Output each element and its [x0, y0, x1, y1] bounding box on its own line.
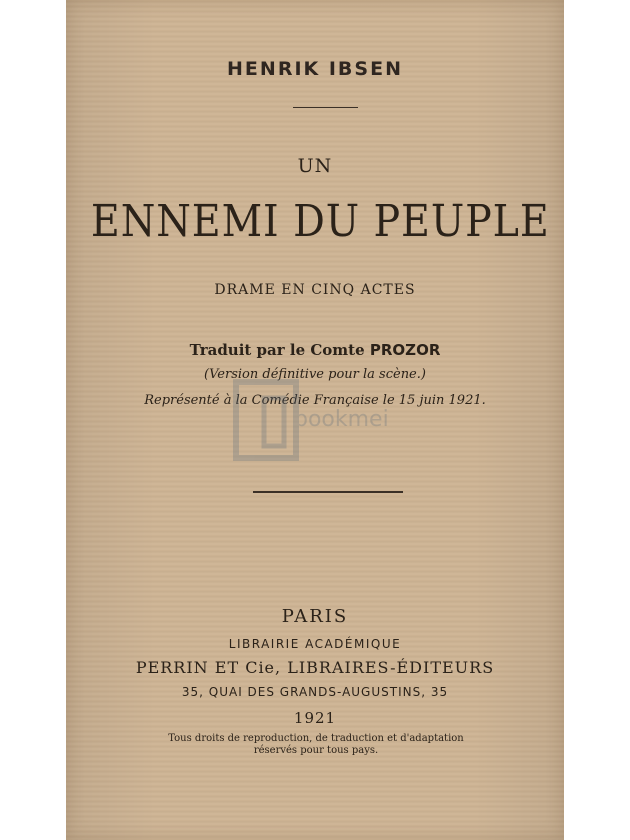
publisher-name: PERRIN ET Cie, LIBRAIRES-ÉDITEURS	[135, 658, 495, 677]
translator-prefix: Traduit par le Comte	[189, 341, 365, 359]
author-name: HENRIK IBSEN	[227, 58, 403, 80]
publisher-address: 35, QUAI DES GRANDS-AUGUSTINS, 35	[181, 685, 449, 699]
rights-notice: Tous droits de reproduction, de traduction et d'adaptation réservés pour tous pays.	[168, 733, 464, 756]
watermark-text: bookmei	[294, 407, 389, 432]
book-subtitle: DRAME EN CINQ ACTES	[214, 282, 416, 298]
version-note: (Version définitive pour la scène.)	[204, 367, 426, 382]
bookmei-watermark-logo	[234, 378, 389, 462]
title-prefix: UN	[297, 155, 333, 177]
performance-note: Représenté à la Comédie Française le 15 juin 1921.	[144, 393, 486, 408]
title-page	[66, 0, 564, 840]
library-name: LIBRAIRIE ACADÉMIQUE	[228, 637, 402, 651]
publication-city: PARIS	[281, 606, 349, 627]
translator-line	[66, 341, 564, 359]
book-title: ENNEMI DU PEUPLE	[90, 196, 550, 247]
bottom-divider	[253, 491, 403, 493]
watermark-inner-shape	[264, 398, 284, 446]
translator-name: PROZOR	[369, 341, 441, 359]
top-divider	[293, 107, 358, 108]
publication-year: 1921	[293, 709, 337, 727]
